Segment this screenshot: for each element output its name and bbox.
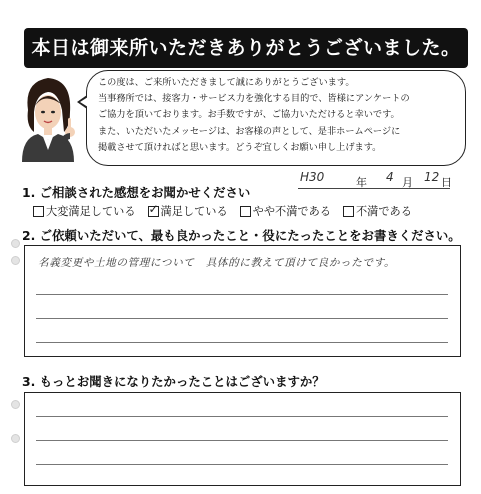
option-very-satisfied[interactable] bbox=[33, 203, 136, 219]
option-somewhat-dissatisfied[interactable] bbox=[240, 203, 331, 219]
handwritten-answer-2: 名義変更や土地の管理について 具体的に教えて頂けて良かったです。 bbox=[38, 257, 396, 269]
page-title: 本日は御来所いただきありがとうございました。 bbox=[24, 28, 468, 68]
date-month-label: 月 bbox=[402, 176, 413, 189]
satisfaction-options bbox=[33, 203, 412, 219]
date-underline bbox=[298, 188, 450, 189]
writing-line bbox=[36, 294, 448, 295]
punch-hole bbox=[11, 239, 20, 248]
punch-hole bbox=[11, 434, 20, 443]
date-month: 4 bbox=[386, 170, 394, 184]
writing-line bbox=[36, 440, 448, 441]
message-line: 掲載させて頂ければと思います。どうぞ宜しくお願い申し上げます。 bbox=[98, 141, 382, 153]
check-mark-icon: ✓ bbox=[148, 201, 159, 216]
option-label: やや不満である bbox=[252, 205, 331, 218]
checkbox[interactable] bbox=[240, 206, 251, 217]
checkbox[interactable] bbox=[148, 201, 159, 217]
checkbox[interactable] bbox=[343, 206, 354, 217]
message-line: また、いただいたメッセージは、お客様の声として、是非ホームページに bbox=[98, 125, 401, 137]
message-line: この度は、ご来所いただきまして誠にありがとうございます。 bbox=[98, 77, 355, 88]
option-label: 満足している bbox=[160, 205, 228, 218]
date-day: 12 bbox=[424, 170, 440, 184]
option-label: 不満である bbox=[355, 205, 412, 218]
writing-line bbox=[36, 318, 448, 319]
answer-box-3[interactable] bbox=[24, 392, 461, 486]
writing-line bbox=[36, 416, 448, 417]
greeting-message bbox=[98, 75, 460, 156]
checkbox[interactable] bbox=[33, 206, 44, 217]
date-year-label: 年 bbox=[356, 176, 367, 189]
option-label: 大変満足している bbox=[46, 205, 136, 218]
question-1-title: 1. ご相談された感想をお聞かせください bbox=[22, 185, 251, 200]
staff-portrait-image bbox=[14, 70, 84, 162]
date-day-label: 日 bbox=[441, 176, 452, 189]
option-satisfied[interactable] bbox=[148, 203, 228, 219]
option-dissatisfied[interactable] bbox=[343, 203, 412, 219]
question-3-title: 3. もっとお聞きになりたかったことはございますか？ bbox=[22, 374, 325, 389]
writing-line bbox=[36, 342, 448, 343]
date-era-year: H30 bbox=[300, 170, 325, 184]
question-2-title: 2. ご依頼いただいて、最も良かったこと・役にたったことをお書きください。 bbox=[22, 228, 461, 243]
punch-hole bbox=[11, 400, 20, 409]
message-line: ご協力を頂いております。お手数ですが、ご協力いただけると幸いです。 bbox=[98, 109, 400, 121]
writing-line bbox=[36, 464, 448, 465]
message-line: 当事務所では、接客力・サービス力を強化する目的で、皆様にアンケートの bbox=[98, 93, 410, 105]
punch-hole bbox=[11, 256, 20, 265]
